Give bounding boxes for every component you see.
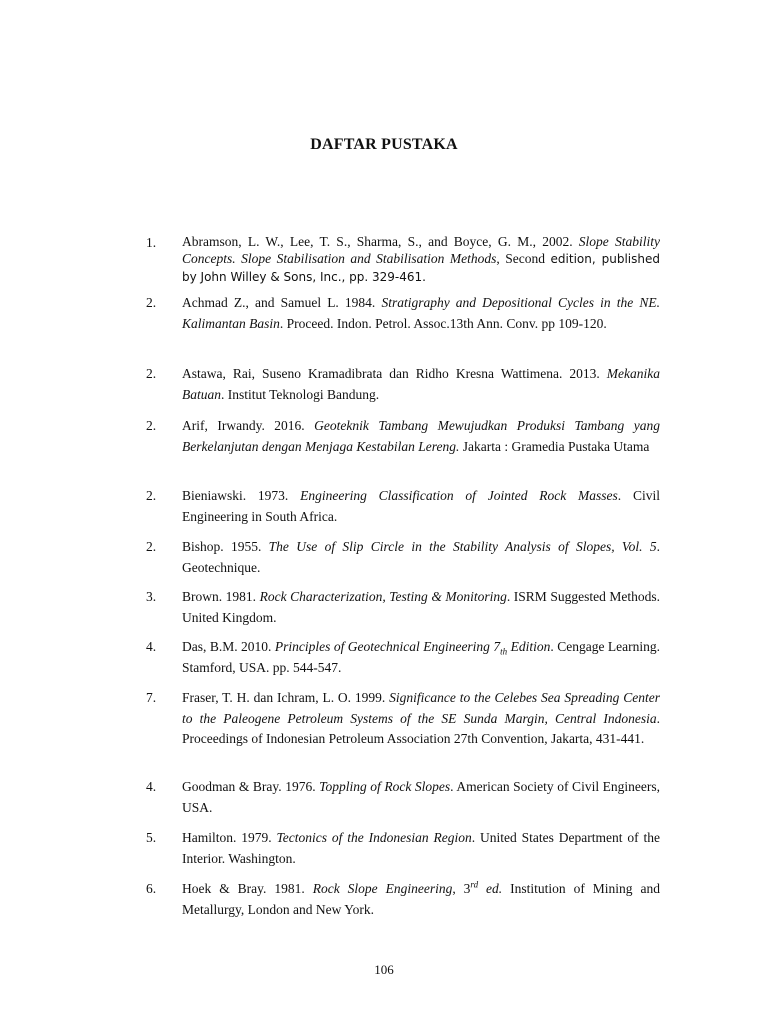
reference-text (182, 293, 660, 334)
reference-text (182, 688, 660, 750)
reference-title-segment: Engineering Classification of Jointed Rock Masses (300, 488, 618, 503)
reference-segment: Hoek & Bray. 1981. (182, 881, 313, 896)
reference-title-segment: ed. (478, 881, 503, 896)
reference-segment: Bieniawski. 1973. (182, 488, 301, 503)
reference-number: 3. (146, 589, 157, 604)
reference-number: 2. (146, 418, 157, 433)
reference-number: 6. (146, 881, 157, 896)
page-number: 106 (374, 962, 394, 977)
reference-title-segment: Principles of Geotechnical Engineering 7 (274, 639, 501, 654)
reference-segment: Goodman & Bray. 1976. (182, 779, 320, 794)
reference-text (182, 537, 660, 578)
reference-title-segment: Mekanika Batuan (182, 366, 660, 402)
reference-number: 1. (146, 235, 157, 250)
reference-segment: , Second (496, 251, 551, 266)
reference-segment: . American Society of Civil Engineers, USA. (182, 779, 660, 815)
reference-text (182, 364, 660, 405)
reference-segment: Jakarta : Gramedia Pustaka Utama (459, 438, 650, 454)
reference-segment: . ISRM Suggested Methods. United Kingdom. (182, 589, 660, 625)
reference-title-segment: Rock Characterization, Testing & Monitoring (259, 589, 507, 604)
page-title: DAFTAR PUSTAKA (310, 136, 458, 153)
reference-segment: . Civil Engineering in South Africa. (182, 488, 660, 524)
reference-title-segment: Significance to the Celebes Sea Spreading Center to the Paleogene Petroleum Systems of the SE Sunda Margin, Central Indonesia (182, 690, 660, 726)
reference-text (182, 879, 660, 920)
reference-title-segment: rd (470, 879, 479, 890)
reference-number: 2. (146, 295, 157, 310)
reference-segment: Fraser, T. H. dan Ichram, L. O. 1999. (182, 690, 390, 705)
reference-segment: Achmad Z., and Samuel L. 1984. (182, 295, 382, 310)
reference-segment: . Proceedings of Indonesian Petroleum Association 27th Convention, Jakarta, 431-441. (182, 710, 660, 746)
reference-text (182, 777, 660, 818)
reference-text (182, 416, 660, 457)
reference-title-segment: Toppling of Rock Slopes (319, 779, 451, 794)
reference-title-segment: Geoteknik Tambang Mewujudkan Produksi Tambang yang Berkelanjutan dengan Menjaga Kestabilan Lereng. (182, 418, 660, 454)
reference-segment: . Cengage Learning. Stamford, USA. pp. 544-547. (182, 639, 660, 675)
reference-segment: Abramson, L. W., Lee, T. S., Sharma, S., and Boyce, G. M., 2002. (182, 234, 579, 249)
reference-segment: Astawa, Rai, Suseno Kramadibrata dan Ridho Kresna Wattimena. 2013. (182, 366, 607, 381)
reference-title-segment: Tectonics of the Indonesian Region (276, 830, 472, 845)
reference-segment: . United States Department of the Interior. Washington. (182, 830, 660, 866)
reference-segment: . Institut Teknologi Bandung. (221, 386, 380, 402)
reference-title-segment: Edition (507, 639, 551, 654)
reference-segment: Hamilton. 1979. (182, 830, 277, 845)
reference-title-segment: th (500, 646, 508, 657)
reference-segment: Institution of Mining and Metallurgy, London and New York. (182, 881, 661, 917)
reference-text (182, 587, 660, 628)
reference-segment: , 3 (452, 881, 471, 896)
reference-text (182, 233, 660, 286)
reference-number: 7. (146, 690, 157, 705)
reference-number: 5. (146, 830, 157, 845)
reference-segment: . Geotechnique. (182, 539, 660, 575)
reference-text (182, 486, 660, 527)
reference-title-segment: Slope Stability Concepts. Slope Stabilisation and Stabilisation Methods (182, 234, 660, 266)
reference-number: 2. (146, 539, 157, 554)
reference-title-segment: The Use of Slip Circle in the Stability Analysis of Slopes, Vol. 5 (268, 539, 657, 554)
reference-segment: . Proceed. Indon. Petrol. Assoc.13th Ann. Conv. pp 109-120. (279, 315, 607, 331)
reference-number: 2. (146, 366, 157, 381)
reference-segment: Bishop. 1955. (182, 539, 269, 554)
reference-number: 4. (146, 639, 157, 654)
reference-text (182, 828, 660, 869)
reference-segment: Brown. 1981. (182, 589, 260, 604)
reference-segment: edition, published by John Willey & Sons, Inc., pp. 329-461. (182, 252, 660, 284)
reference-segment: Arif, Irwandy. 2016. (182, 418, 315, 433)
reference-segment: Das, B.M. 2010. (182, 639, 275, 654)
reference-text (182, 637, 660, 678)
reference-title-segment: Rock Slope Engineering (312, 881, 453, 896)
reference-number: 4. (146, 779, 157, 794)
reference-title-segment: Stratigraphy and Depositional Cycles in the NE. Kalimantan Basin (182, 295, 661, 331)
reference-number: 2. (146, 488, 157, 503)
